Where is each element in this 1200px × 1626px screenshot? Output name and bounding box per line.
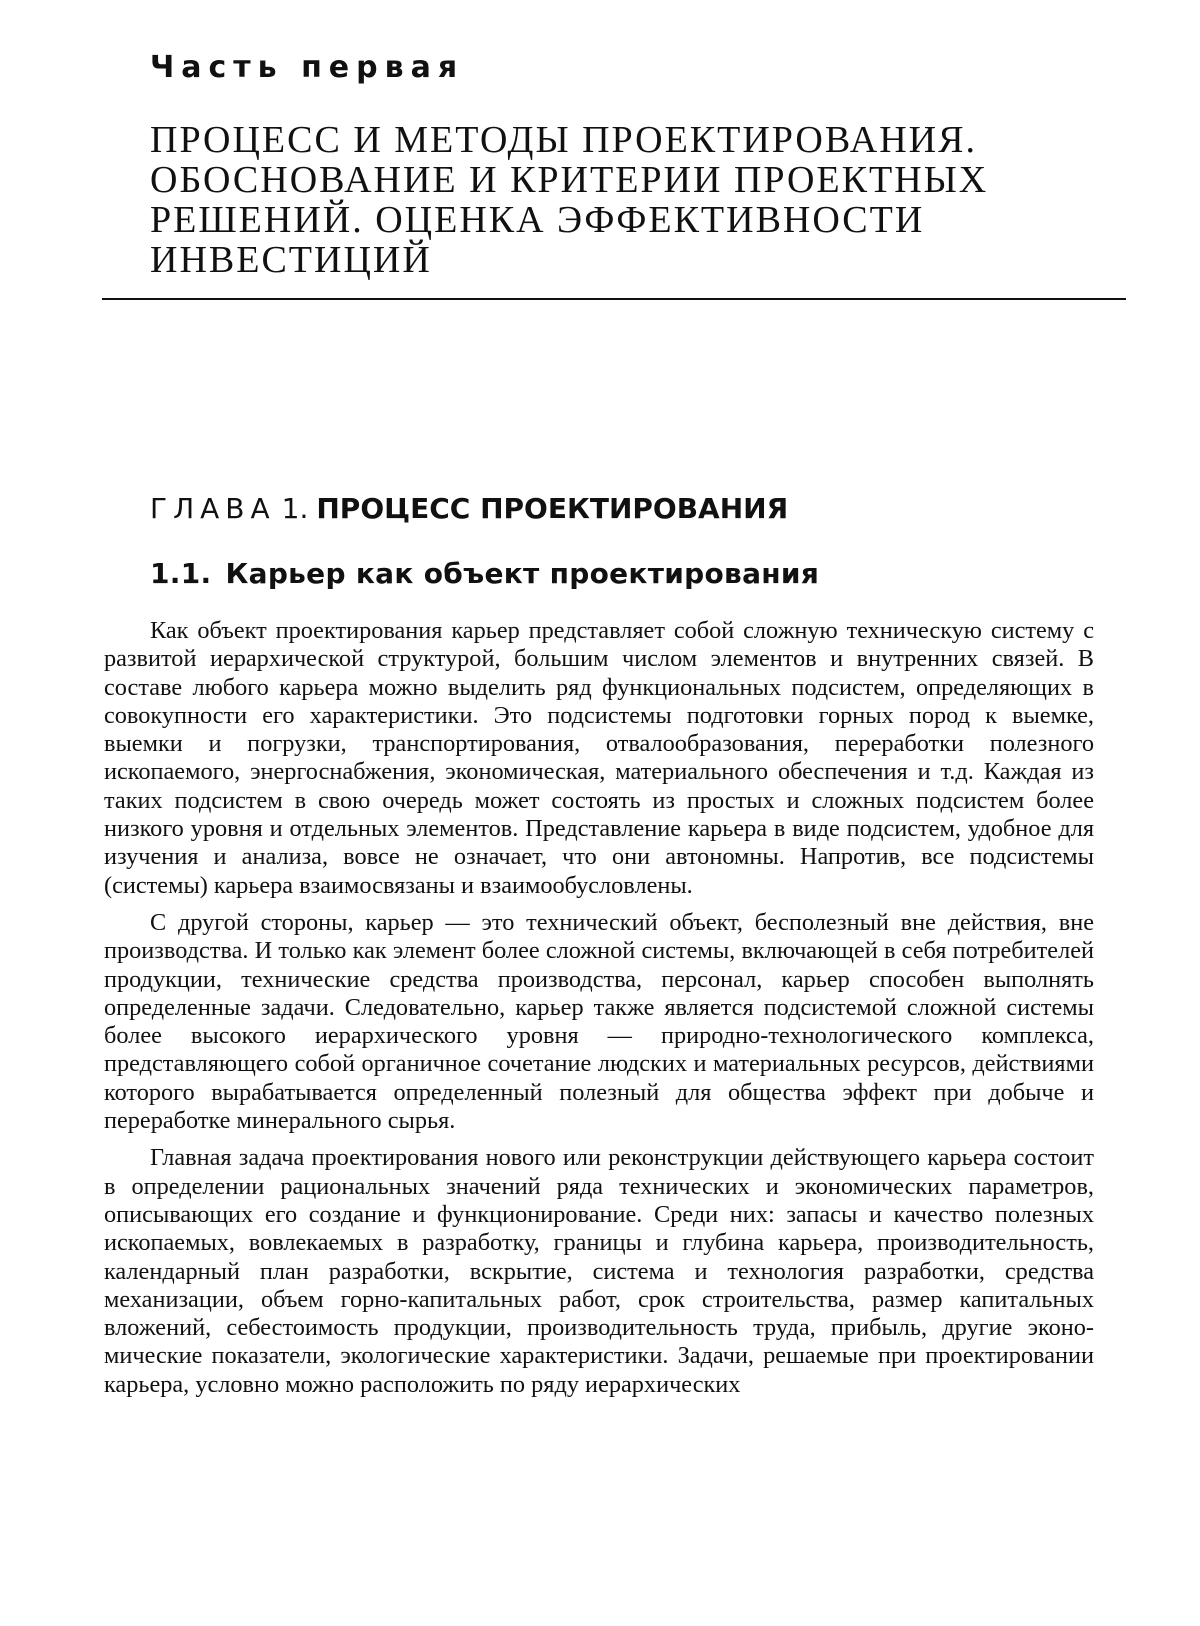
chapter-title: ПРОЦЕСС ПРОЕКТИРОВАНИЯ [316, 492, 789, 525]
chapter-heading [150, 492, 788, 526]
section-number: 1.1. [150, 557, 212, 590]
part-title-line: ПРОЦЕСС И МЕТОДЫ ПРОЕКТИРОВАНИЯ. [150, 119, 977, 161]
chapter-word: ГЛАВА [150, 492, 276, 525]
paragraph: Главная задача проектирования нового или реконструкции действующего карьера состоит в определении рациональных значений ряда технических и экономических параметров, описывающих его создание и функционирование. Среди них: запасы и качество полезных ископаемых, вовлекаемых в разработку, границы и глубина карьера, производительность, календарный план разработки, вскрытие, система и технология разработки, средства механизации, объем горно-капитальных работ, срок строительства, размер капитальных вложений, себестоимость продукции, производительность труда, прибыль, другие экономические показатели, экологические характеристики. Задачи, решаемые при проектировании карьера, условно можно расположить по ряду иерархических [104, 1144, 1094, 1398]
part-title [150, 120, 1110, 280]
part-title-line: ОБОСНОВАНИЕ И КРИТЕРИИ ПРОЕКТНЫХ [150, 159, 989, 201]
horizontal-divider [102, 298, 1126, 300]
part-label: Часть первая [150, 50, 465, 85]
paragraph: Как объект проектирования карьер представляет собой сложную техническую систему с развитой иерархической структурой, большим числом элементов и внутренних связей. В составе любого карьера можно выделить ряд функциональных подсистем, определяющих в совокупности его характеристики. Это подсистемы подготовки горных пород к выемке, выемки и погрузки, транспортирования, отвалообразования, переработки полезного ископаемого, энергоснабжения, экономическая, материального обеспечения и т.д. Каждая из таких подсистем в свою очередь может состоять из простых и сложных подсистем более низкого уровня и отдельных элементов. Представление карьера в виде подсистем, удобное для изучения и анализа, вовсе не означает, что они автономны. Напротив, все подсистемы (системы) карьера взаимосвязаны и взаимообусловлены. [104, 617, 1094, 899]
part-title-line: ИНВЕСТИЦИЙ [150, 239, 432, 281]
chapter-number: 1. [281, 492, 309, 525]
section-heading [150, 557, 819, 590]
part-title-line: РЕШЕНИЙ. ОЦЕНКА ЭФФЕКТИВНОСТИ [150, 199, 925, 241]
paragraph: С другой стороны, карьер — это технический объект, бесполезный вне действия, вне производства. И только как элемент более сложной системы, включающей в себя потребителей продукции, технические средства производства, персонал, карьер способен выполнять определенные задачи. Следовательно, карьер также является подсистемой сложной системы более высокого иерархического уровня — природно-технологического комплекса, представляющего собой органичное сочетание людских и материальных ресурсов, действиями которого вырабатывается определенный полезный для общества эффект при добыче и переработке минерального сырья. [104, 908, 1094, 1135]
section-title: Карьер как объект проектирования [225, 557, 820, 590]
body-text [104, 617, 1094, 1509]
